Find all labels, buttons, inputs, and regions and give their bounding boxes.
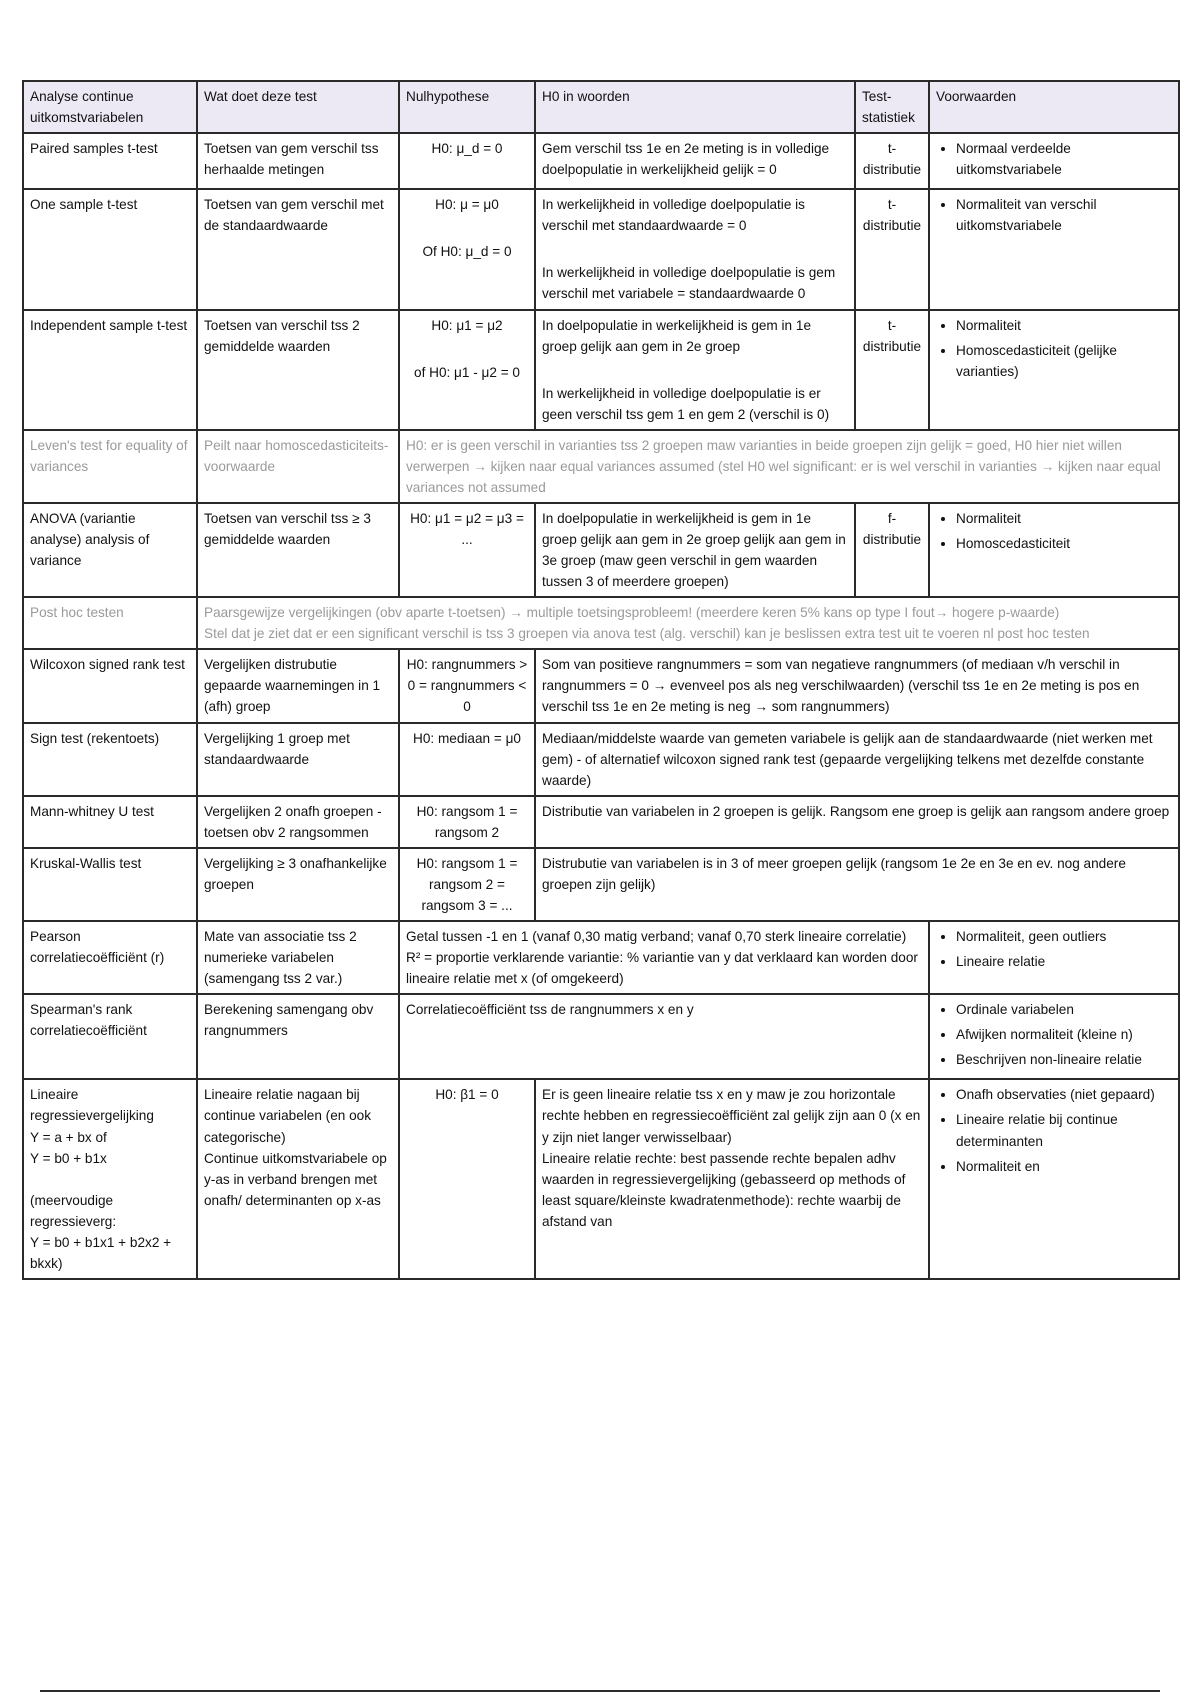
h0-cell-part: H0: μ1 = μ2 xyxy=(431,317,503,333)
h0-cell xyxy=(399,189,535,309)
h0-words-cell xyxy=(535,796,1179,848)
table-row xyxy=(23,430,1179,503)
test-statistic-cell-line: t-distributie xyxy=(862,197,922,234)
test-name-cell xyxy=(23,133,197,189)
test-statistic-cell xyxy=(855,133,929,189)
header-cell: Analyse continue uitkomstvariabelen xyxy=(23,81,197,133)
h0-cell-part: H0: μ = μ0 xyxy=(435,197,499,213)
conditions-list xyxy=(936,999,1172,1070)
what-cell xyxy=(197,1079,399,1279)
h0-words-cell xyxy=(535,848,1179,921)
h0-words-cell-part: In werkelijkheid in volledige doelpopulatie is verschil met standaardwaarde = 0 xyxy=(542,197,805,234)
conditions-cell xyxy=(929,503,1179,597)
h0-words-cell-line: Distrubutie van variabelen is in 3 of meer groepen gelijk (rangsom 1e 2e en 3e en ev. nog andere groepen zijn gelijk) xyxy=(542,855,1126,892)
condition-item: • Normaliteit van verschil uitkomstvariabele xyxy=(956,194,1172,236)
h0-cell-part: H0: mediaan = μ0 xyxy=(413,730,521,746)
h0-words-cell-line: Som van positieve rangnummers = som van negatieve rangnummers (of mediaan v/h verschil in rangnummers = 0 → evenveel pos als neg verschilwaarden) (verschil tss 1e en 2e meting is pos en verschil tss 1e en 2e meting is neg → som rangnummers) xyxy=(542,657,1140,715)
h0-words-cell-part: In werkelijkheid in volledige doelpopulatie is gem verschil met variabele = standaardwaarde 0 xyxy=(542,265,836,302)
what-cell-line: Toetsen van verschil tss ≥ 3 gemiddelde waarden xyxy=(204,510,371,547)
table-row xyxy=(23,848,1179,921)
h0-cell-part: H0: rangsom 1 = rangsom 2 = rangsom 3 = ... xyxy=(416,855,518,913)
h0-words-cell xyxy=(535,1079,929,1279)
description-cell-line: Correlatiecoëfficiënt tss de rangnummers x en y xyxy=(406,1002,694,1018)
header-cell: H0 in woorden xyxy=(535,81,855,133)
what-cell xyxy=(197,133,399,189)
table-body xyxy=(23,133,1179,1279)
test-name-cell xyxy=(23,597,197,649)
table-row xyxy=(23,649,1179,722)
test-name-cell-line: Y = b0 + b1x xyxy=(30,1150,107,1166)
what-cell xyxy=(197,649,399,722)
description-cell-line: Getal tussen -1 en 1 (vanaf 0,30 matig verband; vanaf 0,70 sterk lineaire correlatie) xyxy=(406,929,907,944)
test-name-cell-line: ANOVA (variantie analyse) analysis of variance xyxy=(30,510,150,569)
table-row xyxy=(23,796,1179,848)
test-name-cell-line: Paired samples t-test xyxy=(30,141,158,157)
stat-tests-table xyxy=(22,80,1180,1280)
test-name-cell-line: Post hoc testen xyxy=(30,605,124,621)
what-cell-line: Vergelijken distrubutie gepaarde waarnemingen in 1 (afh) groep xyxy=(204,657,381,715)
test-name-cell-line: Sign test (rekentoets) xyxy=(30,730,160,746)
h0-words-cell xyxy=(535,310,855,430)
h0-words-cell xyxy=(535,723,1179,796)
condition-item: • Normaliteit en xyxy=(956,1156,1172,1177)
description-cell xyxy=(399,921,929,994)
test-name-cell-line: Pearson correlatiecoëfficiënt (r) xyxy=(30,929,165,966)
h0-words-cell-part: In doelpopulatie in werkelijkheid is gem in 1e groep gelijk aan gem in 2e groep xyxy=(542,317,812,354)
condition-item: • Lineaire relatie bij continue determinanten xyxy=(956,1109,1172,1151)
h0-cell xyxy=(399,133,535,189)
h0-words-cell-line: Distributie van variabelen in 2 groepen is gelijk. Rangsom ene groep is gelijk aan rangsom andere groep xyxy=(542,803,1170,819)
test-name-cell xyxy=(23,649,197,722)
test-name-cell xyxy=(23,848,197,921)
table-row xyxy=(23,597,1179,649)
condition-item: • Afwijken normaliteit (kleine n) xyxy=(956,1024,1172,1045)
what-cell-line: Peilt naar homoscedasticiteits-voorwaarde xyxy=(204,437,389,474)
table-row xyxy=(23,1079,1179,1279)
condition-item: • Onafh observaties (niet gepaard) xyxy=(956,1084,1172,1105)
what-cell-line: Toetsen van gem verschil tss herhaalde metingen xyxy=(204,141,379,178)
post-hoc-note-cell-line: Paarsgewijze vergelijkingen (obv aparte t-toetsen) → multiple toetsingsprobleem! (meerdere keren 5% kans op type I fout→ hogere p-waarde) xyxy=(204,605,1060,621)
what-cell-line: Vergelijken 2 onafh groepen - toetsen obv 2 rangsommen xyxy=(204,803,382,840)
footer-rule xyxy=(40,1690,1160,1692)
what-cell-line: Vergelijking 1 groep met standaardwaarde xyxy=(204,730,350,767)
condition-item: • Normaliteit, geen outliers xyxy=(956,926,1172,947)
h0-cell-part: H0: rangnummers > 0 = rangnummers < 0 xyxy=(406,657,528,715)
test-name-cell-line: (meervoudige regressieverg: xyxy=(30,1192,117,1229)
h0-words-cell-part: Gem verschil tss 1e en 2e meting is in volledige doelpopulatie in werkelijkheid gelijk = 0 xyxy=(542,141,830,178)
condition-item: • Ordinale variabelen xyxy=(956,999,1172,1020)
levene-note-cell xyxy=(399,430,1179,503)
table-row xyxy=(23,189,1179,309)
conditions-cell xyxy=(929,994,1179,1079)
what-cell-line: Lineaire relatie nagaan bij continue variabelen (en ook categorische) xyxy=(204,1087,372,1145)
h0-words-cell-part: In werkelijkheid in volledige doelpopulatie is er geen verschil tss gem 1 en gem 2 (verschil is 0) xyxy=(542,385,830,422)
what-cell-line: Toetsen van verschil tss 2 gemiddelde waarden xyxy=(204,317,360,354)
test-name-cell xyxy=(23,994,197,1079)
conditions-list xyxy=(936,194,1172,236)
test-statistic-cell-line: t-distributie xyxy=(862,141,922,178)
h0-cell xyxy=(399,310,535,430)
conditions-cell xyxy=(929,189,1179,309)
test-statistic-cell xyxy=(855,503,929,597)
conditions-list xyxy=(936,926,1172,972)
condition-item: • Homoscedasticiteit (gelijke varianties) xyxy=(956,340,1172,382)
test-name-cell xyxy=(23,310,197,430)
test-statistic-cell-line: f-distributie xyxy=(862,510,922,547)
condition-item: • Beschrijven non-lineaire relatie xyxy=(956,1049,1172,1070)
test-name-cell xyxy=(23,1079,197,1279)
what-cell xyxy=(197,994,399,1079)
test-name-cell-line xyxy=(30,1169,190,1190)
h0-words-cell xyxy=(535,649,1179,722)
test-name-cell xyxy=(23,189,197,309)
test-name-cell-line: Independent sample t-test xyxy=(30,317,188,333)
h0-words-cell-line: Mediaan/middelste waarde van gemeten variabele is gelijk aan de standaardwaarde (niet werken met gem) - of alternatief wilcoxon signed rank test (gepaarde vergelijking telkens met dezelfde constante waarde) xyxy=(542,730,1153,788)
test-name-cell-line: One sample t-test xyxy=(30,197,138,213)
test-name-cell-line: Y = a + bx of xyxy=(30,1129,107,1145)
h0-cell xyxy=(399,796,535,848)
header-cell: Voorwaarden xyxy=(929,81,1179,133)
conditions-list xyxy=(936,508,1172,554)
table-row xyxy=(23,503,1179,597)
test-name-cell-line: Wilcoxon signed rank test xyxy=(30,657,185,673)
post-hoc-note-cell-line: Stel dat je ziet dat er een significant verschil is tss 3 groepen via anova test (alg. verschil) kan je beslissen extra test uit te voeren nl post hoc testen xyxy=(204,626,1090,642)
description-cell xyxy=(399,994,929,1079)
h0-cell-part: H0: μ1 = μ2 = μ3 = ... xyxy=(410,510,524,547)
h0-cell xyxy=(399,723,535,796)
condition-item: • Homoscedasticiteit xyxy=(956,533,1172,554)
test-name-cell-line: Lineaire regressievergelijking xyxy=(30,1087,154,1124)
h0-words-cell-line: Lineaire relatie rechte: best passende rechte bepalen adhv waarden in regressievergelijking (gebasseerd op methods of least square/kleinste kwadratenmethode): rechte waarbij de afstand van xyxy=(542,1150,906,1229)
what-cell xyxy=(197,921,399,994)
test-statistic-cell xyxy=(855,189,929,309)
conditions-cell xyxy=(929,310,1179,430)
conditions-cell xyxy=(929,133,1179,189)
h0-words-cell xyxy=(535,133,855,189)
test-statistic-cell xyxy=(855,310,929,430)
header-cell: Test-statistiek xyxy=(855,81,929,133)
h0-cell xyxy=(399,503,535,597)
what-cell xyxy=(197,848,399,921)
h0-cell-part: H0: μ_d = 0 xyxy=(431,141,503,157)
table-row xyxy=(23,921,1179,994)
what-cell-line: Berekening samengang obv rangnummers xyxy=(204,1002,374,1039)
h0-cell-part: H0: β1 = 0 xyxy=(435,1087,499,1103)
description-cell-line: R² = proportie verklarende variantie: % variantie van y dat verklaard kan worden door lineaire relatie met x (of omgekeerd) xyxy=(406,950,918,987)
what-cell xyxy=(197,310,399,430)
conditions-cell xyxy=(929,921,1179,994)
test-name-cell-line: Mann-whitney U test xyxy=(30,803,154,819)
h0-cell xyxy=(399,848,535,921)
test-name-cell xyxy=(23,503,197,597)
what-cell xyxy=(197,723,399,796)
what-cell xyxy=(197,430,399,503)
what-cell-line: Mate van associatie tss 2 numerieke variabelen (samengang tss 2 var.) xyxy=(204,929,357,987)
table-row xyxy=(23,994,1179,1079)
h0-words-cell-part: In doelpopulatie in werkelijkheid is gem in 1e groep gelijk aan gem in 2e groep gelijk aan gem in 3e groep (maw geen verschil in gem waarden tussen 3 of meerdere groepen) xyxy=(542,510,846,590)
table-row xyxy=(23,133,1179,189)
what-cell xyxy=(197,796,399,848)
h0-cell-part: H0: rangsom 1 = rangsom 2 xyxy=(416,803,518,840)
condition-item: • Lineaire relatie xyxy=(956,951,1172,972)
header-row xyxy=(23,81,1179,133)
what-cell xyxy=(197,503,399,597)
table-row xyxy=(23,310,1179,430)
stat-tests-table-container xyxy=(22,80,1178,1280)
conditions-list xyxy=(936,1084,1172,1176)
test-name-cell-line: Y = b0 + b1x1 + b2x2 + bkxk) xyxy=(30,1234,172,1271)
test-name-cell xyxy=(23,723,197,796)
header-cell: Nulhypothese xyxy=(399,81,535,133)
test-name-cell-line: Leven's test for equality of variances xyxy=(30,437,188,474)
what-cell xyxy=(197,189,399,309)
post-hoc-note-cell xyxy=(197,597,1179,649)
header-cell: Wat doet deze test xyxy=(197,81,399,133)
conditions-cell xyxy=(929,1079,1179,1279)
condition-item: • Normaliteit xyxy=(956,508,1172,529)
condition-item: • Normaliteit xyxy=(956,315,1172,336)
what-cell-line: Vergelijking ≥ 3 onafhankelijke groepen xyxy=(204,855,387,892)
test-name-cell xyxy=(23,921,197,994)
h0-cell-part: of H0: μ1 - μ2 = 0 xyxy=(414,364,520,380)
table-row xyxy=(23,723,1179,796)
conditions-list xyxy=(936,138,1172,180)
h0-cell-part: Of H0: μ_d = 0 xyxy=(422,244,512,260)
what-cell-line: Continue uitkomstvariabele op y-as in verband brengen met onafh/ determinanten op x-as xyxy=(204,1150,387,1208)
h0-cell xyxy=(399,1079,535,1279)
condition-item: • Normaal verdeelde uitkomstvariabele xyxy=(956,138,1172,180)
test-statistic-cell-line: t-distributie xyxy=(862,317,922,354)
test-name-cell-line: Kruskal-Wallis test xyxy=(30,855,142,871)
h0-words-cell xyxy=(535,189,855,309)
h0-words-cell-line: Er is geen lineaire relatie tss x en y maw je zou horizontale rechte hebben en regressiecoëfficiënt zal gelijk zijn aan 0 (x en y zijn niet langer verwisselbaar) xyxy=(542,1087,921,1145)
test-name-cell-line: Spearman's rank correlatiecoëfficiënt xyxy=(30,1002,147,1039)
conditions-list xyxy=(936,315,1172,382)
test-name-cell xyxy=(23,796,197,848)
test-name-cell xyxy=(23,430,197,503)
levene-note-cell-line: H0: er is geen verschil in varianties tss 2 groepen maw varianties in beide groepen zijn gelijk = goed, H0 hier niet willen verwerpen → kijken naar equal variances assumed (stel H0 wel significant: er is wel verschil in varianties → kijken naar equal variances not assumed xyxy=(406,437,1161,495)
what-cell-line: Toetsen van gem verschil met de standaardwaarde xyxy=(204,197,384,234)
h0-words-cell xyxy=(535,503,855,597)
h0-cell xyxy=(399,649,535,722)
